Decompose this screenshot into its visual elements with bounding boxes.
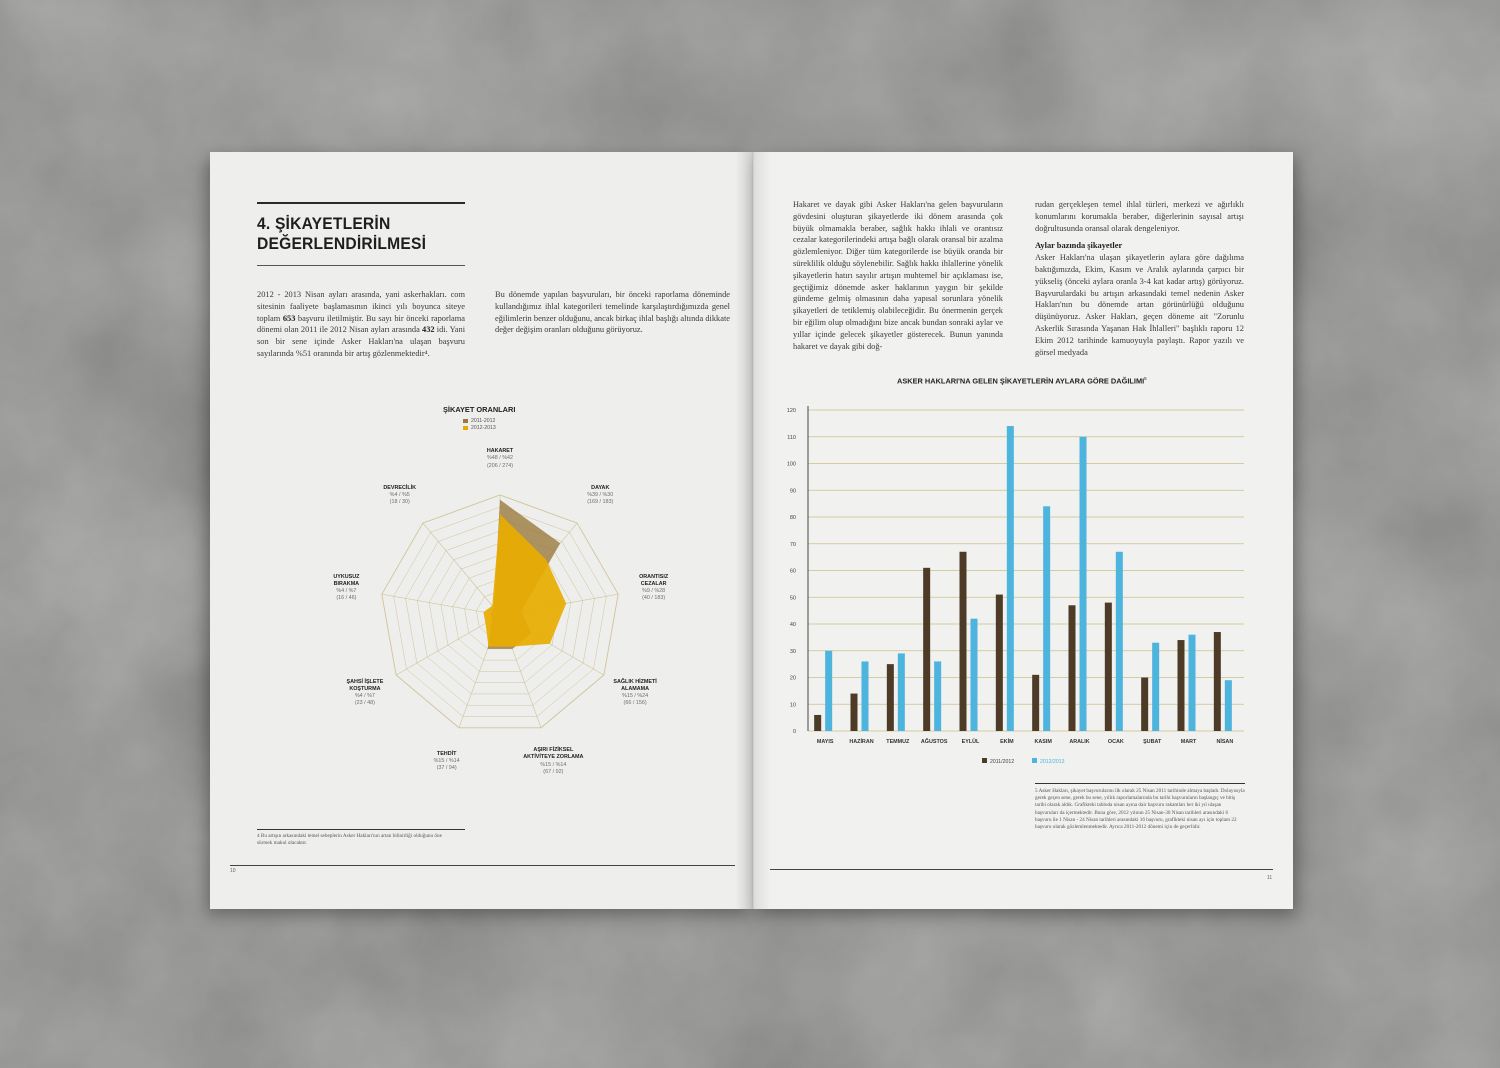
bar-2011-2012 — [996, 595, 1003, 731]
x-tick-label: ARALIK — [1069, 739, 1090, 745]
radar-chart — [340, 480, 640, 750]
radar-axis-name: TEHDİT — [436, 750, 457, 757]
radar-axis-counts: (16 / 46) — [336, 595, 357, 602]
radar-axis-percent: %39 / %30 — [587, 491, 614, 498]
radar-axis-label — [595, 679, 675, 708]
radar-axis-label — [360, 485, 440, 507]
radar-axis-label — [513, 747, 593, 776]
x-tick-label: KASIM — [1034, 739, 1052, 745]
radar-axis-counts: (206 / 274) — [486, 462, 514, 469]
intro-text-b: başvuru iletilmiştir. Bu sayı bir önceki raporlama dönemi olan 2011 ile 2012 Nisan ayları arasında — [257, 313, 466, 335]
intro-text-c: idi. Yani son bir sene içinde Asker Hakları'na ulaşan başvuru sayılarında %51 oranında bir artış gözlenmektedir⁴. — [257, 325, 466, 358]
radar-axis-percent: %15 / %24 — [622, 693, 649, 699]
x-tick-label: TEMMUZ — [886, 739, 910, 745]
x-tick-label: EKİM — [1000, 739, 1014, 745]
bar-2011-2012 — [1178, 640, 1185, 731]
bar-2011-2012 — [1069, 605, 1076, 731]
bar-2011-2012 — [960, 552, 967, 731]
y-tick-label: 100 — [786, 461, 796, 468]
intro-text-a: 2012 - 2013 Nisan ayları arasında, yani askerhakları. com sitesinin faaliyete başlamasının ikinci yılı boyunca siteye toplam — [257, 290, 465, 323]
radar-axis-name: ALAMAMA — [621, 685, 650, 692]
y-tick-label: 80 — [789, 515, 796, 521]
radar-axis-label — [614, 574, 694, 603]
left-bottom-rule — [230, 865, 735, 866]
bar-2012-2013 — [1116, 552, 1123, 731]
radar-axis-percent: %9 / %28 — [642, 587, 666, 594]
bar-chart — [780, 395, 1250, 775]
right-footnote: 5 Asker Hakları, şikayet başvurularını ilk olarak 25 Nisan 2011 tarihinde almaya başladı. Dolayısıyla gerek geçen sene, gerek bu sene, yıllık raporlamalarında bu tarihi başvuruların başlangıç ve bitiş tarihi olarak aldık. Grafikteki tabloda nisan ayına dair başvuru rakamları her iki yıl ulaşan başvuruları da içermektedir. Buna göre, 2012 yılının 25 Nisan-30 Nisan tarihleri arasındaki 6 başvuru ile 1 Nisan - 24 Nisan tarihleri arasındaki 16 başvuru, grafikteki nisan ayı için toplam 22 başvuru olarak gözlemlenmektedir. Ayrıca 2011-2012 dönemi için de geçerlidir. — [1035, 788, 1245, 831]
y-tick-label: 40 — [789, 622, 796, 628]
radar-axis-name: ŞAHSİ İŞLETE — [346, 678, 384, 685]
bar-2011-2012 — [923, 568, 930, 731]
monthly-subhead: Aylar bazında şikayetler — [1035, 241, 1123, 251]
radar-axis-percent: %48 / %42 — [486, 455, 514, 462]
right-column-1: Hakaret ve dayak gibi Asker Hakları'na gelen başvuruların gövdesini oluşturan şikayetlerde iki dönem arasında çok büyük olmamakla beraber, sağlık hakkı ihlali ve orantısız cezalar kategorilerindeki artışa bağlı olarak oransal bir azalma gözlemleniyor. Diğer tüm kategorilerde ise büyük oranda bir süreklilik olduğu söylenebilir. Sağlık hakkı ihlallerine yönelik şikayetlerin hatırı sayılır artışın muhtemel bir açıklaması ise, geçtiğimiz dönemde asker haklarının yaygın bir şekilde gündeme gelmiş olmasının daha yapısal sorunlara yönelik şikayetleri de tetiklemiş olabileceğidir. Bu önermenin gerçek bir eğilim olup olmadığını bize ancak bundan sonraki aylar ve yıllar içinde gelecek şikayetler gösterecek. Bunun yanında hakaret ve dayak gibi doğ- — [793, 200, 1003, 351]
radar-axis-name: UYKUSUZ — [333, 573, 360, 580]
radar-axis-counts: (18 / 30) — [389, 499, 410, 506]
radar-spoke — [423, 523, 500, 615]
radar-axis-percent: %15 / %14 — [540, 761, 567, 768]
intro-number-653: 653 — [282, 313, 296, 323]
radar-legend-2012 — [463, 425, 496, 431]
radar-axis-percent: %4 / %7 — [336, 587, 357, 594]
radar-axis-name: KOŞTURMA — [349, 685, 381, 692]
bar-2011-2012 — [887, 664, 894, 731]
radar-legend-2012-label: 2012-2013 — [471, 425, 496, 431]
radar-axis-label — [460, 448, 540, 470]
legend-label: 2011/2012 — [990, 759, 1015, 765]
legend-label: 2012/2013 — [1040, 759, 1065, 765]
bar-2011-2012 — [1032, 675, 1039, 731]
radar-axis-percent: %4 / %5 — [389, 491, 410, 498]
title-underline — [257, 265, 465, 266]
radar-axis-name: HAKARET — [486, 448, 514, 455]
bar-2011-2012 — [851, 694, 858, 731]
left-footnote-rule — [257, 829, 465, 830]
page-gutter — [735, 152, 771, 909]
y-tick-label: 0 — [792, 729, 796, 735]
radar-axis-label — [407, 751, 487, 773]
right-footnote-rule — [1035, 783, 1245, 784]
title-rule — [257, 202, 465, 204]
x-tick-label: AĞUSTOS — [920, 739, 948, 745]
x-tick-label: NİSAN — [1216, 739, 1234, 745]
y-tick-label: 20 — [789, 675, 796, 682]
left-page-number: 10 — [230, 868, 236, 874]
radar-axis-label — [306, 574, 386, 603]
radar-axis-name: ORANTISIZ — [639, 573, 669, 580]
bar-chart-title — [897, 376, 1147, 385]
bar-2012-2013 — [1152, 643, 1159, 731]
radar-axis-counts: (66 / 156) — [623, 700, 647, 707]
x-tick-label: HAZİRAN — [849, 739, 874, 745]
bar-2012-2013 — [1189, 635, 1196, 731]
y-tick-label: 120 — [786, 408, 796, 414]
radar-axis-name: AŞIRI FİZİKSEL — [533, 747, 574, 754]
radar-axis-name: BIRAKMA — [333, 580, 360, 587]
section-title-line2: DEĞERLENDİRİLMESİ — [257, 234, 427, 253]
legend-swatch — [1032, 758, 1037, 763]
bar-2012-2013 — [1043, 506, 1050, 731]
radar-axis-label — [560, 485, 640, 507]
y-tick-label: 50 — [789, 595, 796, 602]
y-tick-label: 60 — [789, 568, 796, 575]
y-tick-label: 30 — [789, 648, 796, 655]
section-title-line1: 4. ŞİKAYETLERİN — [257, 214, 391, 233]
radar-axis-name: DAYAK — [591, 484, 610, 491]
bar-2011-2012 — [1105, 603, 1112, 731]
radar-axis-name: AKTİVİTEYE ZORLAMA — [523, 754, 584, 761]
bar-2012-2013 — [825, 651, 832, 731]
radar-legend-2011 — [463, 418, 495, 424]
x-tick-label: OCAK — [1107, 739, 1124, 745]
bar-2011-2012 — [814, 715, 821, 731]
y-tick-label: 90 — [789, 488, 796, 495]
radar-spoke — [382, 594, 500, 615]
radar-axis-counts: (40 / 183) — [642, 595, 666, 602]
radar-axis-name: DEVRECİLİK — [383, 484, 417, 491]
y-tick-label: 110 — [787, 434, 796, 441]
left-footnote: 4 Bu artışın arkasındaki temel sebeplerin Asker Hakları'nın artan bilinirliği olduğunu öne sürmek makul olacaktır. — [257, 833, 442, 847]
right-column-2-text-a: rudan gerçekleşen temel ihlal türleri, merkezi ve ağırlıklı konumlarını korumakla beraber, diğerlerinin sayısal artışı doğrultusunda oransal olarak dengeleniyor. — [1035, 200, 1244, 233]
x-tick-label: MAYIS — [816, 739, 834, 745]
radar-axis-name: SAĞLIK HİZMETİ — [613, 678, 657, 685]
radar-legend-2011-label: 2011-2012 — [471, 418, 496, 424]
y-tick-label: 10 — [789, 702, 796, 709]
comparison-paragraph: Bu dönemde yapılan başvuruları, bir önceki raporlama döneminde kullandığımız ihlal kategorileri temelinde karşılaştırdığımızda genel eğilimlerin benzer olduğunu, ancak birkaç ihlal başlığı altında dikkate değer değişim oranları olduğunu görüyoruz. — [495, 290, 730, 335]
radar-spoke — [396, 615, 500, 675]
right-bottom-rule — [770, 869, 1273, 870]
intro-number-432: 432 — [422, 325, 435, 335]
section-title — [257, 214, 459, 254]
y-tick-label: 70 — [789, 541, 796, 548]
x-tick-label: ŞUBAT — [1143, 739, 1162, 745]
radar-axis-percent: %4 / %7 — [354, 693, 375, 699]
radar-axis-counts: (67 / 92) — [543, 768, 564, 775]
bar-2012-2013 — [1007, 426, 1014, 731]
bar-2011-2012 — [1141, 678, 1148, 732]
bar-chart-title-text: ASKER HAKLARI'NA GELEN ŞİKAYETLERİN AYLARA GÖRE DAĞILIMI — [897, 376, 1145, 386]
bar-2011-2012 — [1214, 632, 1221, 731]
bar-chart-title-sup: 5 — [1144, 376, 1147, 381]
radar-axis-counts: (23 / 48) — [354, 700, 375, 707]
radar-axis-label — [325, 679, 405, 708]
bar-2012-2013 — [971, 619, 978, 731]
radar-axis-counts: (169 / 183) — [587, 499, 614, 506]
right-column-2-text-b: Asker Hakları'na ulaşan şikayetlerin aylara göre dağılıma baktığımızda, Ekim, Kasım ve Aralık aylarında çarpıcı bir yükseliş (önceki aylara oranla 3-4 kat kadar artış) görüyoruz. Başvurulardaki bu artışın arkasındaki temel nedenin Asker Hakları'nın bu dönemde artan görünürlüğü olduğunu düşünüyoruz. Asker Hakları, geçen döneme ait "Zorunlu Askerlik Sırasında Yaşanan Hak İhlalleri" başlıklı raporu 12 Ekim 2012 tarihinde kamuoyuyla paylaştı. Rapor yazılı ve görsel medyada — [1035, 253, 1244, 357]
right-column-2 — [1035, 199, 1244, 358]
right-page-number: 11 — [1267, 875, 1273, 881]
bar-2012-2013 — [898, 653, 905, 731]
bar-2012-2013 — [862, 661, 869, 731]
radar-axis-percent: %15 / %14 — [433, 757, 460, 764]
x-tick-label: MART — [1180, 739, 1197, 745]
intro-paragraph — [257, 289, 465, 360]
x-tick-label: EYLÜL — [961, 739, 980, 745]
radar-axis-name: CEZALAR — [640, 580, 667, 587]
bar-2012-2013 — [934, 661, 941, 731]
legend-swatch — [982, 758, 987, 763]
bar-2012-2013 — [1225, 680, 1232, 731]
radar-axis-counts: (37 / 94) — [436, 765, 457, 772]
radar-title: ŞİKAYET ORANLARI — [443, 405, 516, 414]
bar-2012-2013 — [1080, 437, 1087, 731]
